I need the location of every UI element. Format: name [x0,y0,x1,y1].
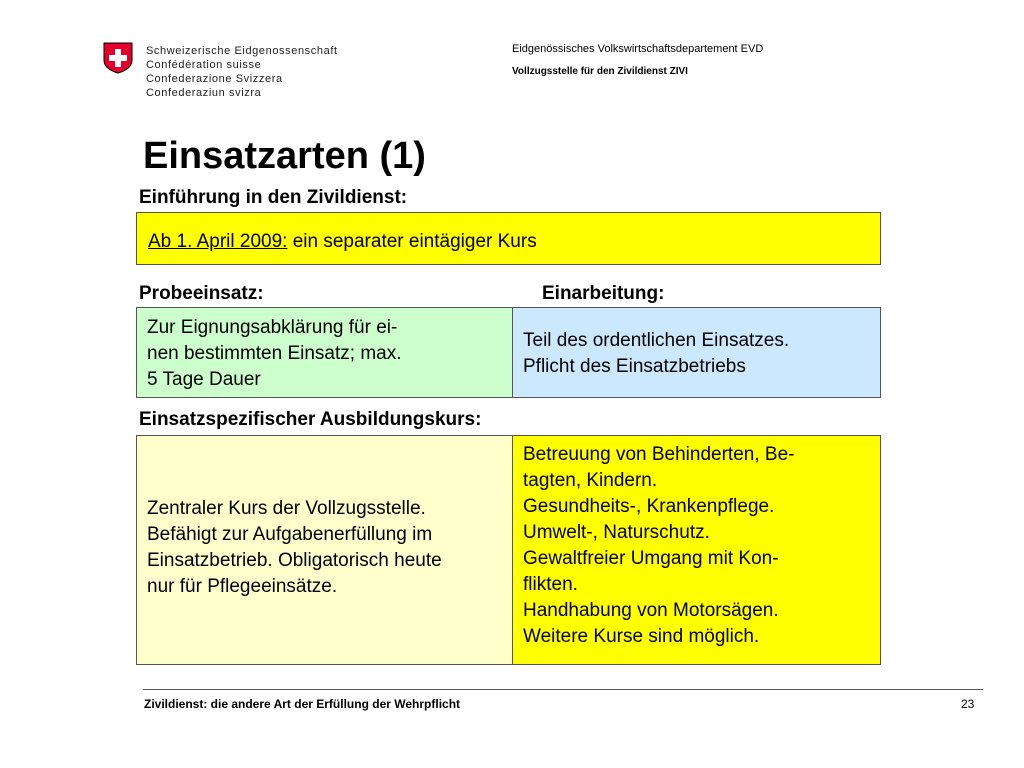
department-name: Eidgenössisches Volkswirtschaftsdepartement EVD [512,43,764,55]
swiss-flag-icon [102,42,134,74]
kurs-right-box [512,435,881,665]
einarbeitung-line: Teil des ordentlichen Einsatzes. [523,330,790,351]
kurs-right-line: flikten. [523,574,578,595]
logo-line: Schweizerische Eidgenossenschaft [146,45,338,57]
office-name: Vollzugsstelle für den Zivildienst ZIVI [512,66,688,77]
intro-box [136,212,881,265]
kurs-right-line: Weitere Kurse sind möglich. [523,626,760,647]
date-link-colon: : [282,231,288,252]
slide-title: Einsatzarten (1) [143,135,426,177]
federal-logo-text [146,44,338,100]
logo-line: Confederaziun svizra [146,87,262,99]
footer-divider [143,689,983,690]
kurs-left-line: Zentraler Kurs der Vollzugsstelle. [147,498,426,519]
kurs-left-line: nur für Pflegeeinsätze. [147,576,338,597]
kurs-left-line: Einsatzbetrieb. Obligatorisch heute [147,550,442,571]
kurs-right-line: Umwelt-, Naturschutz. [523,522,710,543]
einarbeitung-line: Pflicht des Einsatzbetriebs [523,356,746,377]
einarbeitung-box [512,307,881,398]
kurs-right-line: tagten, Kindern. [523,470,658,491]
logo-line: Confederazione Svizzera [146,73,283,85]
probe-box [136,307,513,398]
kurs-left-box [136,435,513,665]
probe-line: nen bestimmten Einsatz; max. [147,343,402,364]
kurs-right-line: Betreuung von Behinderten, Be- [523,444,795,465]
kurs-label: Einsatzspezifischer Ausbildungskurs: [139,409,482,430]
intro-label: Einführung in den Zivildienst: [139,187,408,208]
kurs-right-line: Handhabung von Motorsägen. [523,600,779,621]
logo-line: Confédération suisse [146,59,262,71]
probe-label: Probeeinsatz: [139,283,264,304]
kurs-left-line: Befähigt zur Aufgabenerfüllung im [147,524,433,545]
date-link[interactable]: Ab 1. April 2009 [148,231,283,252]
intro-text: ein separater eintägiger Kurs [287,231,537,252]
probe-line: Zur Eignungsabklärung für ei- [147,317,398,338]
page-number: 23 [961,697,975,711]
einarbeitung-label: Einarbeitung: [542,283,665,304]
kurs-right-line: Gewaltfreier Umgang mit Kon- [523,548,779,569]
probe-line: 5 Tage Dauer [147,369,261,390]
kurs-right-line: Gesundheits-, Krankenpflege. [523,496,775,517]
footer-text: Zivildienst: die andere Art der Erfüllung der Wehrpflicht [144,697,461,711]
